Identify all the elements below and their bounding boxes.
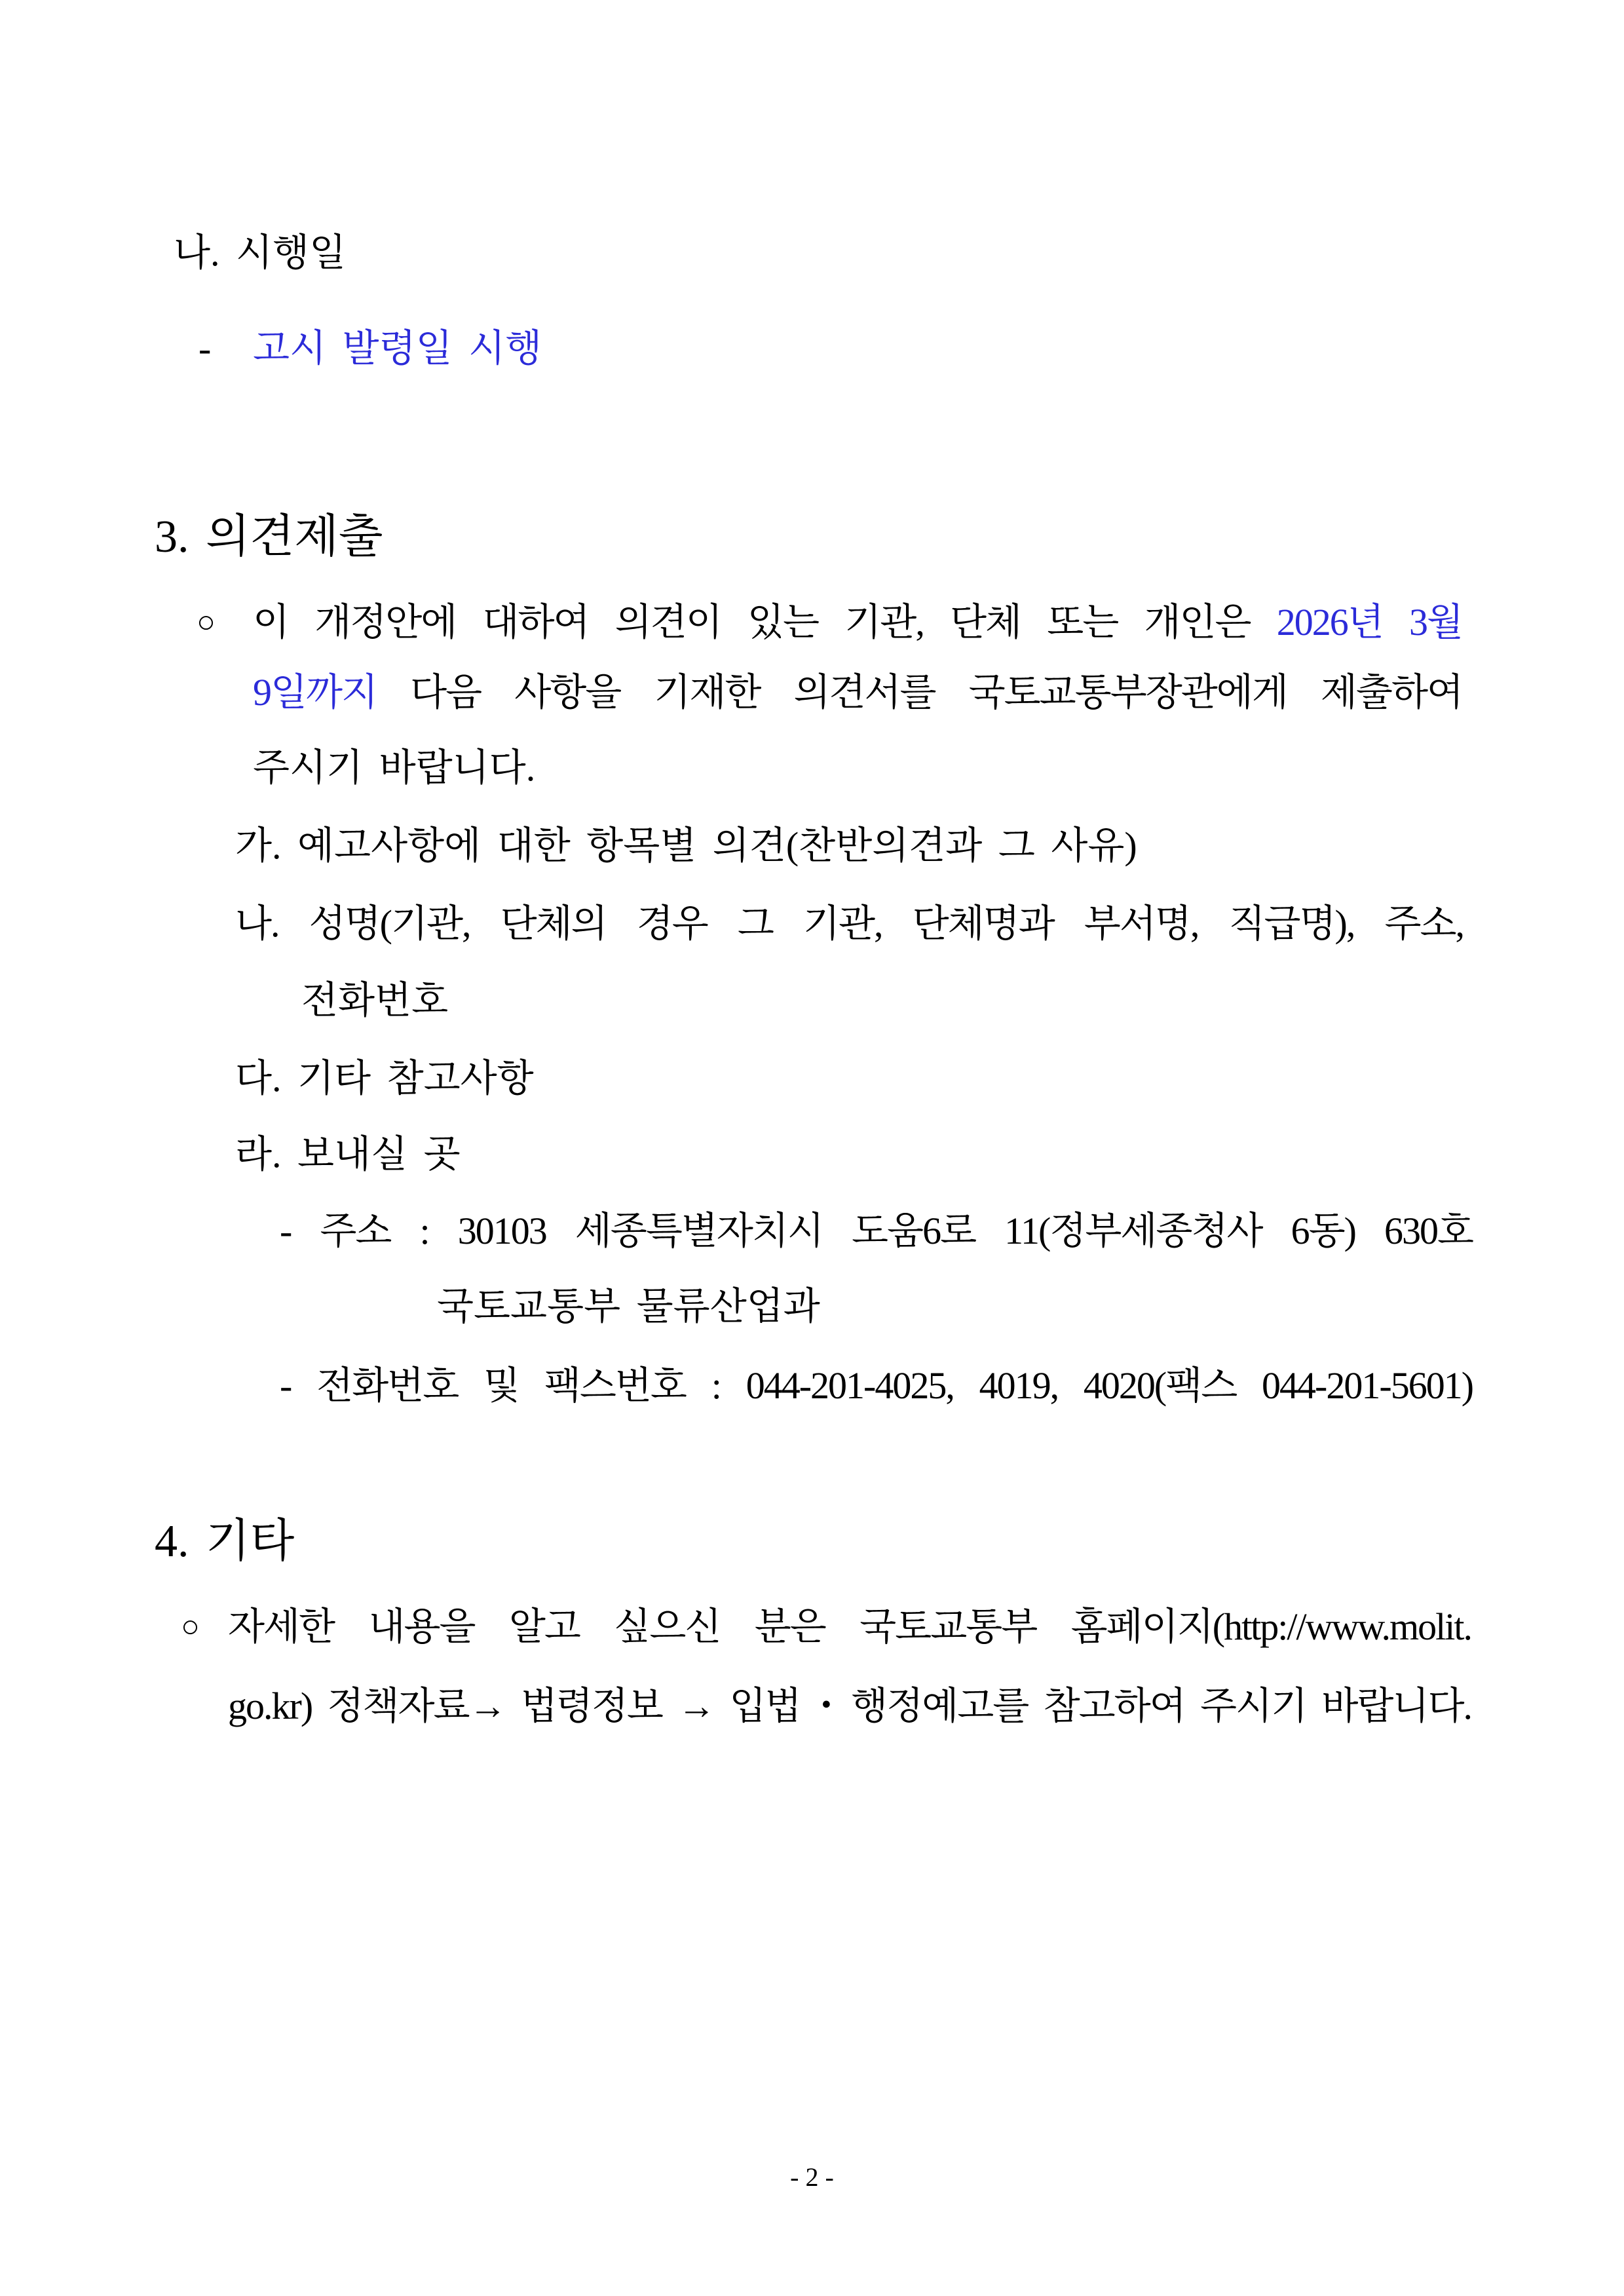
item-label: 가. [235,824,282,867]
enforcement-text: 고시 발령일 시행 [253,327,542,370]
item-text: 기타 참고사항 [297,1057,534,1100]
phone-dash: - [280,1364,292,1407]
address-value: 30103 세종특별자치시 도움6로 11(정부세종청사 6동) 630호 [457,1210,1473,1252]
item-label: 라. [235,1133,282,1176]
section-opinion-heading: 3. 의견제출 [155,512,383,562]
enforcement-dash: - [198,327,212,370]
section-other-heading: 4. 기타 [155,1516,295,1567]
item-label: 다. [235,1057,282,1100]
opinion-paragraph-line-3: 주시기 바랍니다. [253,746,536,789]
page-number: - 2 - [790,2162,834,2192]
address-dash: - [280,1210,292,1252]
opinion-item-ra [235,1132,461,1177]
phone-value: 044-201-4025, 4019, 4020(팩스 044-201-5601) [746,1364,1473,1407]
item-text: 보내실 곳 [297,1133,461,1176]
enforcement-heading: 나. 시행일 [174,231,347,274]
send-to-phone-line [280,1363,1473,1409]
other-paragraph-line-1: 자세한 내용을 알고 싶으신 분은 국토교통부 홈페이지(http://www.molit. [228,1605,1471,1648]
opinion-line1-text: 이 개정안에 대하여 의견이 있는 기관, 단체 또는 개인은 [253,601,1251,643]
item-text: 예고사항에 대한 항목별 의견(찬반의견과 그 사유) [297,824,1137,867]
item-label: 나. [235,902,279,945]
phone-label: 전화번호 및 팩스번호 [316,1364,686,1407]
address-label: 주소 [320,1210,391,1252]
other-paragraph-line-2: go.kr) 정책자료→ 법령정보 → 입법・행정예고를 참고하여 주시기 바랍니다. [228,1685,1471,1727]
item-text: 성명(기관, 단체의 경우 그 기관, 단체명과 부서명, 직급명), 주소, [309,902,1463,945]
opinion-item-na-continuation: 전화번호 [301,979,449,1022]
send-to-department: 국토교통부 물류산업과 [437,1285,820,1328]
opinion-bullet: ○ [197,605,216,640]
opinion-paragraph-line-1 [253,600,1462,645]
other-bullet: ○ [181,1609,200,1644]
send-to-address-line [280,1208,1473,1254]
opinion-paragraph-line-2 [253,670,1462,716]
opinion-item-na [235,901,1463,947]
address-separator: : [419,1210,429,1252]
deadline-part-2: 9일까지 [253,671,377,714]
deadline-part-1: 2026년 3월 [1276,601,1463,643]
opinion-item-da [235,1056,534,1101]
opinion-item-ga [235,823,1137,869]
opinion-line2-text: 다음 사항을 기재한 의견서를 국토교통부장관에게 제출하여 [410,671,1463,714]
phone-separator: : [711,1364,721,1407]
